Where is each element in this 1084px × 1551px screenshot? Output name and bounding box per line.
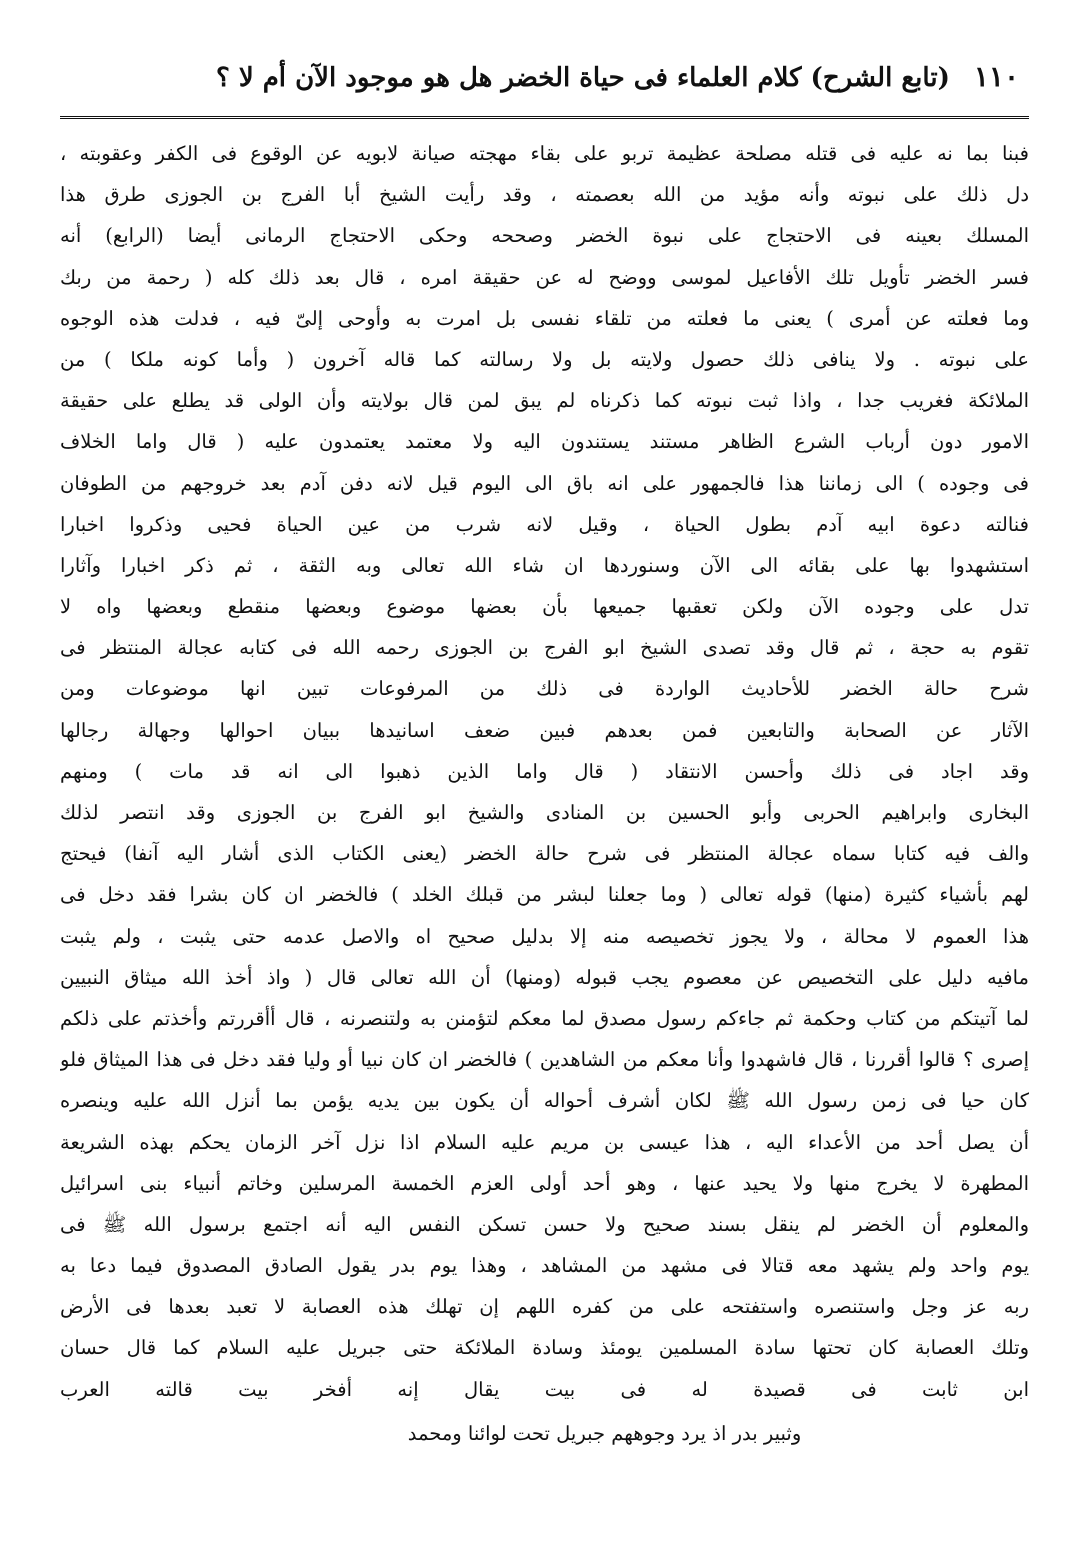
text-line: إصرى ؟ قالوا أقررنا ، قال فاشهدوا وأنا معكم من الشاهدين ) فالخضر ان كان نبيا أو وليا فقد دخل فى هذا الميثاق فلو xyxy=(60,1048,1029,1072)
page-number: ١١٠ xyxy=(973,60,1019,93)
text-line: والف فيه كتابا سماه عجالة المنتظر فى شرح حالة الخضر (يعنى الكتاب الذى أشار اليه آنفا) فيحتج xyxy=(60,842,1029,866)
text-line: ربه عز وجل واستنصره واستفتحه على من كفره اللهم إن تهلك هذه العصابة لا تعبد بعدها فى الأرض xyxy=(60,1295,1029,1319)
text-line: ابن ثابت فى قصيدة له فى بيت يقال إنه أفخر بيت قالته العرب xyxy=(60,1377,1029,1401)
text-line: كان حيا فى زمن رسول الله ﷺ لكان أشرف أحواله أن يكون بين يديه يؤمن بما أنزل الله عليه وينصره xyxy=(60,1089,1029,1113)
text-line: أن يصل أحد من الأعداء اليه ، هذا عيسى بن مريم عليه السلام اذا نزل آخر الزمان يحكم بهذه الشريعة xyxy=(60,1130,1029,1154)
text-line: فى وجوده ) الى زماننا هذا فالجمهور على انه باق الى اليوم قيل لانه دفن آدم بعد خروجهم من الطوفان xyxy=(60,471,1029,495)
text-line: وما فعلته عن أمرى ) يعنى ما فعلته من تلقاء نفسى بل امرت به وأوحى إلىّ فيه ، فدلت هذه الوجوه xyxy=(60,306,1029,330)
text-line: شرح حالة الخضر للأحاديث الواردة فى ذلك من المرفوعات تبين انها موضوعات ومن xyxy=(60,677,1029,701)
page-header xyxy=(60,60,1029,110)
text-line: وقد اجاد فى ذلك وأحسن الانتقاد ( قال واما الذين ذهبوا الى انه قد مات ) ومنهم xyxy=(60,759,1029,783)
text-line: فبنا بما نه عليه فى قتله مصلحة عظيمة تربو على بقاء مهجته صيانة لابويه عن الوقوع فى الكفر وعقوبته ، xyxy=(60,142,1029,165)
text-line: الامور دون أرباب الشرع الظاهر مستند يستندون اليه ولا معتمد يعتمدون عليه ( قال واما الخلاف xyxy=(60,430,1029,454)
text-line: على نبوته . ولا ينافى ذلك حصول ولايته بل ولا رسالته كما قاله آخرون ( وأما كونه ملكا ) من xyxy=(60,347,1029,371)
text-line: الملائكة فغريب جدا ، واذا ثبت نبوته كما ذكرناه لم يبق لمن قال بولايته وأن الولى قد يطلع على حقيقة xyxy=(60,389,1029,413)
text-line: وتلك العصابة كان تحتها سادة المسلمين يومئذ وسادة الملائكة حتى جبريل عليه السلام كما قال حسان xyxy=(60,1336,1029,1360)
text-line: تقوم به حجة ، ثم قال وقد تصدى الشيخ ابو الفرج بن الجوزى رحمه الله فى كتابه عجالة المنتظر فى xyxy=(60,636,1029,660)
text-line: فنالته دعوة ابيه آدم بطول الحياة ، وقيل لانه شرب من عين الحياة فحيى وذكروا اخبارا xyxy=(60,512,1029,536)
text-line: فسر الخضر تأويل تلك الأفاعيل لموسى ووضح له عن حقيقة امره ، قال بعد ذلك كله ( رحمة من ربك xyxy=(60,265,1029,289)
text-line: الآثار عن الصحابة والتابعين فمن بعدهم فبين ضعف اسانيدها ببيان احوالها وجهالة رجالها xyxy=(60,718,1029,742)
text-line: المطهرة لا يخرج منها ولا يحيد عنها ، وهو أحد أولى العزم الخمسة المرسلين وخاتم أنبياء بنى اسرائيل xyxy=(60,1171,1029,1195)
running-head: (تابع الشرح) كلام العلماء فى حياة الخضر هل هو موجود الآن أم لا ؟ xyxy=(215,63,950,93)
header-rule xyxy=(60,116,1029,119)
text-line: دل ذلك على نبوته وأنه مؤيد من الله بعصمته ، وقد رأيت الشيخ أبا الفرج بن الجوزى طرق هذا xyxy=(60,183,1029,207)
text-line: البخارى وابراهيم الحربى وأبو الحسين بن المنادى والشيخ ابو الفرج بن الجوزى وقد انتصر لذلك xyxy=(60,801,1029,824)
text-line: لما آتيتكم من كتاب وحكمة ثم جاءكم رسول مصدق لما معكم لتؤمنن به ولتنصرنه ، قال أأقررتم وأخذتم على ذلكم xyxy=(60,1006,1029,1030)
text-line: والمعلوم أن الخضر لم ينقل بسند صحيح ولا حسن تسكن النفس اليه أنه اجتمع برسول الله ﷺ فى xyxy=(60,1212,1029,1236)
text-line: استشهدوا بها على بقائه الى الآن وسنوردها ان شاء الله تعالى وبه الثقة ، ثم ذكر اخبارا وآثارا xyxy=(60,553,1029,577)
text-line: لهم بأشياء كثيرة (منها) قوله تعالى ( وما جعلنا لبشر من قبلك الخلد ) فالخضر ان كان بشرا فقد دخل فى xyxy=(60,883,1029,907)
text-line: المسلك بعينه فى الاحتجاج على نبوة الخضر وصححه وحكى الاحتجاج الرمانى أيضا (الرابع) أنه xyxy=(60,224,1029,248)
text-line: هذا العموم لا محالة ، ولا يجوز تخصيصه منه إلا بدليل صحيح اه والاصل عدمه حتى يثبت ، ولم يثبت xyxy=(60,924,1029,948)
text-line: تدل على وجوده الآن ولكن تعقبها جميعها بأن بعضها موضوع وبعضها منقطع وبعضها واه لا xyxy=(60,595,1029,619)
text-line: مافيه دليل على التخصيص عن معصوم يجب قبوله (ومنها) أن الله تعالى قال ( واذ أخذ الله ميثاق النبيين xyxy=(60,965,1029,989)
poetry-verse: وثبير بدر اذ يرد وجوههم جبريل تحت لوائنا ومحمد xyxy=(407,1421,802,1445)
body-text xyxy=(60,133,1029,1410)
text-line: يوم واحد ولم يشهد معه قتالا فى مشهد من المشاهد ، وهذا يوم بدر يقول الصادق المصدوق فيما دعا به xyxy=(60,1254,1029,1278)
